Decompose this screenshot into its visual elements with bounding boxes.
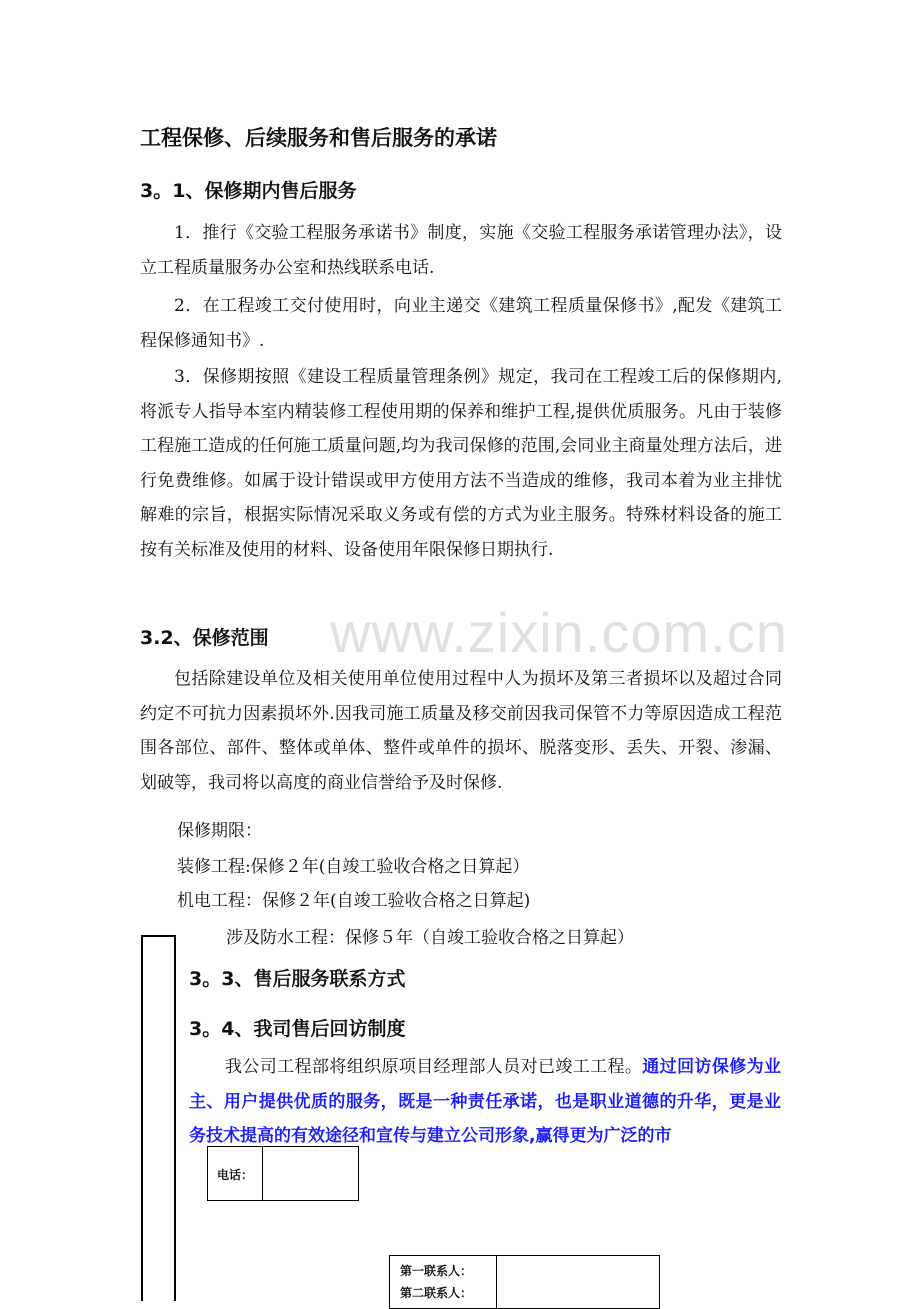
contact-label-cell: [390, 1256, 497, 1309]
paragraph-3-1-1: 1．推行《交验工程服务承诺书》制度，实施《交验工程服务承诺管理办法》，设立工程质量服务办公室和热线联系电话.: [140, 223, 782, 278]
phone-label-cell: [208, 1147, 263, 1201]
paragraph-3-2-1: 包括除建设单位及相关使用单位使用过程中人为损坏及第三者损坏以及超过合同约定不可抗力因素损坏外.因我司施工质量及移交前因我司保管不力等原因造成工程范围各部位、部件、整体或单体、整件或单件的损坏、脱落变形、丢失、开裂、渗漏、划破等，我司将以高度的商业信誉给予及时保修.: [140, 669, 782, 793]
document-title: 工程保修、后续服务和售后服务的承诺: [140, 126, 497, 150]
watermark: www.zixin.com.cn: [330, 601, 788, 664]
warranty-decoration: 装修工程:保修２年(自竣工验收合格之日算起）: [177, 857, 530, 877]
warranty-mep: 机电工程：保修２年(自竣工验收合格之日算起): [177, 891, 531, 911]
paragraph-3-4: [189, 1050, 781, 1154]
warranty-waterproof: 涉及防水工程：保修５年（自竣工验收合格之日算起）: [226, 928, 634, 948]
paragraph-3-1-2: 2．在工程竣工交付使用时，向业主递交《建筑工程质量保修书》,配发《建筑工程保修通知书》.: [140, 296, 782, 351]
paragraph-3-4-normal: 我公司工程部将组织原项目经理部人员对已竣工工程。: [225, 1057, 643, 1077]
contact-table: [389, 1255, 660, 1309]
phone-table: [207, 1146, 359, 1201]
heading-3-3: 3。3、售后服务联系方式: [189, 968, 406, 990]
first-contact-label: 第一联系人：: [400, 1264, 473, 1278]
side-frame-box: [141, 935, 176, 1301]
heading-3-1: 3。1、保修期内售后服务: [140, 180, 357, 202]
heading-3-2: 3.2、保修范围: [140, 627, 269, 649]
phone-label: 电话：: [216, 1168, 253, 1182]
paragraph-3-4-highlight: 通过回访保修为业主、用户提供优质的服务，既是一种责任承诺，也是职业道德的升华，更是业务技术提高的有效途径和宣传与建立公司形象,赢得更为广泛的市: [189, 1057, 782, 1147]
paragraph-3-1-3: 3．保修期按照《建设工程质量管理条例》规定，我司在工程竣工后的保修期内,将派专人指导本室内精装修工程使用期的保养和维护工程,提供优质服务。凡由于装修工程施工造成的任何施工质量问题,均为我司保修的范围,会同业主商量处理方法后，进行免费维修。如属于设计错误或甲方使用方法不当造成的维修，我司本着为业主排忧解难的宗旨，根据实际情况采取义务或有偿的方式为业主服务。特殊材料设备的施工按有关标准及使用的材料、设备使用年限保修日期执行.: [140, 367, 782, 560]
warranty-period-label: 保修期限：: [177, 821, 262, 841]
second-contact-label: 第二联系人：: [400, 1286, 473, 1300]
contact-value-cell[interactable]: [497, 1256, 660, 1309]
phone-value-cell[interactable]: [263, 1147, 359, 1201]
heading-3-4: 3。4、我司售后回访制度: [189, 1018, 406, 1040]
